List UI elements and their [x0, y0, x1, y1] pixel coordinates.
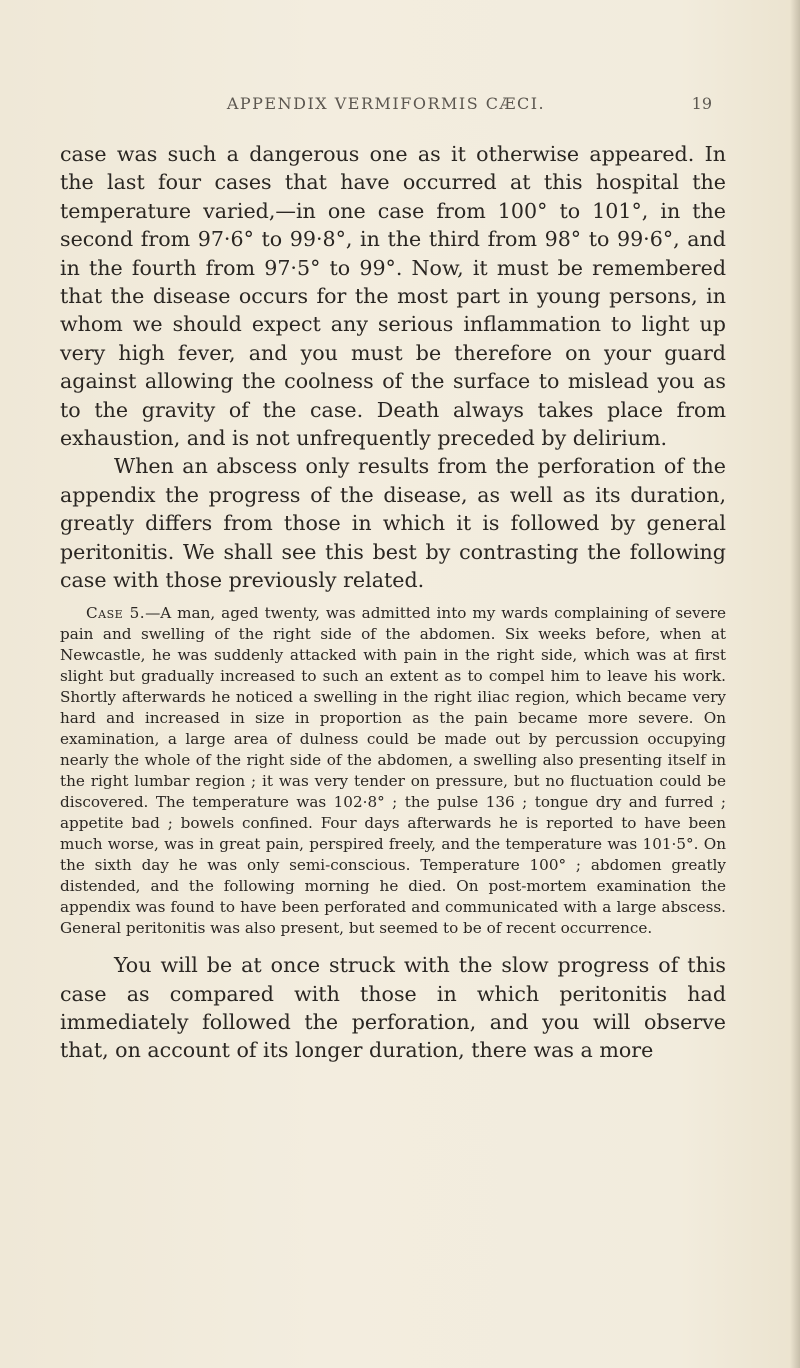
- paragraph-abscess: When an abscess only results from the perforation of the appendix the progress of the disease, as well as its duration, greatly differs from those in which it is followed by general peritonitis. We shall see this best by contrasting the following case with those previously related.: [60, 454, 726, 593]
- running-head: [60, 94, 712, 120]
- case-text: —A man, aged twenty, was admitted into my wards complaining of severe pain and swelling of the right side of the abdomen. Six weeks before, when at Newcastle, he was suddenly attacked with pain in the right side, which was at first slight but gradually increased to such an extent as to compel him to leave his work. Shortly afterwards he noticed a swelling in the right iliac region, which became very hard and increased in size in proportion as the pain became more severe. On examination, a large area of dulness could be made out by percussion occupying nearly the whole of the right side of the abdomen, a swelling also presenting itself in the right lumbar region ; it was very tender on pressure, but no fluctuation could be discovered. The temperature was 102·8° ; the pulse 136 ; tongue dry and furred ; appetite bad ; bowels confined. Four days afterwards he is reported to have been much worse, was in great pain, perspired freely, and the temperature was 101·5°. On the sixth day he was only semi-conscious. Temperature 100° ; abdomen greatly distended, and the following morning he died. On post-mortem examination the appendix was found to have been perforated and communicated with a large abscess. General peritonitis was also present, but seemed to be of recent occurrence.: [60, 603, 726, 938]
- running-title: APPENDIX VERMIFORMIS CÆCI.: [226, 94, 546, 113]
- case-label: Case 5.: [86, 603, 146, 622]
- case-report: [60, 603, 726, 940]
- main-text: [60, 140, 726, 1065]
- page-edge-shadow: [790, 0, 800, 1368]
- paragraph-closing: You will be at once struck with the slow progress of this case as compared with those in which peritonitis had immediately followed the perforation, and you will observe that, on account of its longer duration, there was a more: [60, 953, 726, 1063]
- paragraph-continued: case was such a dangerous one as it otherwise appeared. In the last four cases that have occurred at this hospital the temperature varied,—in one case from 100° to 101°, in the second from 97·6° to 99·8°, in the third from 98° to 99·6°, and in the fourth from 97·5° to 99°. Now, it must be remembered that the disease occurs for the most part in young persons, in whom we should expect any serious inflammation to light up very high fever, and you must be therefore on your guard against allowing the coolness of the surface to mislead you as to the gravity of the case. Death always takes place from exhaustion, and is not unfrequently preceded by delirium.: [60, 142, 726, 451]
- page-number: 19: [691, 94, 712, 113]
